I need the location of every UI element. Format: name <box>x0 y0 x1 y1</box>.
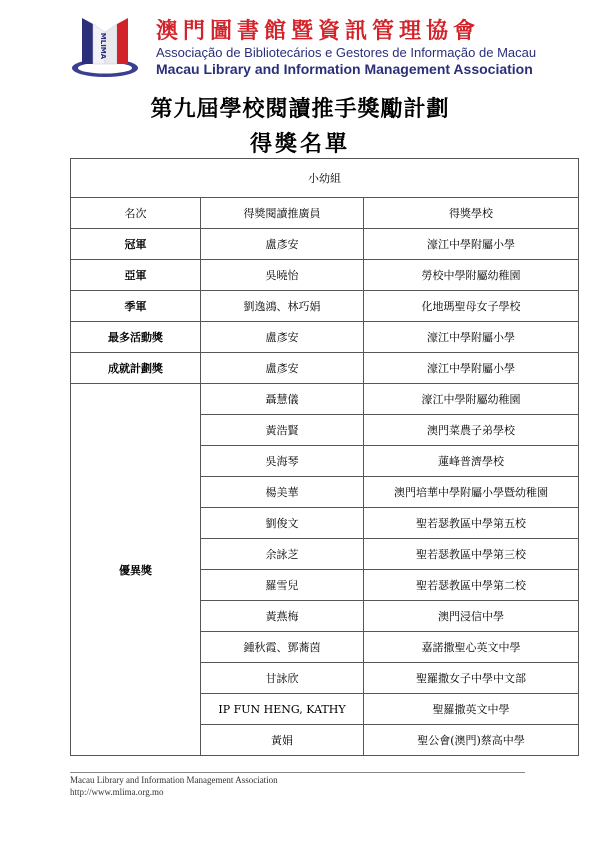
org-name-portuguese: Associação de Bibliotecários e Gestores de Informação de Macau <box>156 45 537 60</box>
header-row <box>71 198 579 229</box>
header-rank: 名次 <box>71 198 201 229</box>
letterhead <box>60 12 560 82</box>
award-name: 季軍 <box>71 291 201 322</box>
school-name: 嘉諾撒聖心英文中學 <box>364 632 579 663</box>
winner-name: 余詠芝 <box>201 539 364 570</box>
table-row <box>71 260 579 291</box>
winner-name: 黃娟 <box>201 725 364 756</box>
school-name: 蓮峰普濟學校 <box>364 446 579 477</box>
winner-name: IP FUN HENG, KATHY <box>201 694 364 725</box>
award-name: 最多活動獎 <box>71 322 201 353</box>
award-name: 成就計劃獎 <box>71 353 201 384</box>
header-school: 得獎學校 <box>364 198 579 229</box>
school-name: 勞校中學附屬幼稚園 <box>364 260 579 291</box>
award-name: 冠軍 <box>71 229 201 260</box>
group-label: 小幼組 <box>71 159 579 198</box>
footer-org: Macau Library and Information Management Association <box>70 775 278 785</box>
table-row <box>71 353 579 384</box>
winner-name: 吳曉怡 <box>201 260 364 291</box>
school-name: 化地瑪聖母女子學校 <box>364 291 579 322</box>
winner-name: 盧彥安 <box>201 353 364 384</box>
award-table <box>70 158 579 756</box>
header-person: 得獎閱讀推廣員 <box>201 198 364 229</box>
mlima-logo-icon <box>70 14 140 80</box>
school-name: 澳門培華中學附屬小學暨幼稚園 <box>364 477 579 508</box>
document-title: 第九屆學校閱讀推手獎勵計劃 <box>150 96 450 122</box>
school-name: 聖公會(澳門)蔡高中學 <box>364 725 579 756</box>
svg-text:MLIMA: MLIMA <box>99 32 107 60</box>
winner-name: 盧彥安 <box>201 229 364 260</box>
winner-name: 吳海琴 <box>201 446 364 477</box>
org-name-chinese: 澳門圖書館暨資訊管理協會 <box>156 19 481 44</box>
table-row <box>71 322 579 353</box>
winner-name: 楊美華 <box>201 477 364 508</box>
org-name-english: Macau Library and Information Management Association <box>156 61 533 77</box>
school-name: 聖若瑟教區中學第五校 <box>364 508 579 539</box>
school-name: 濠江中學附屬小學 <box>364 322 579 353</box>
winner-name: 劉逸鴻、林巧娟 <box>201 291 364 322</box>
school-name: 聖若瑟教區中學第三校 <box>364 539 579 570</box>
winner-name: 劉俊文 <box>201 508 364 539</box>
award-name: 亞軍 <box>71 260 201 291</box>
footer-divider <box>70 772 525 773</box>
winner-name: 聶慧儀 <box>201 384 364 415</box>
winner-name: 甘詠欣 <box>201 663 364 694</box>
school-name: 聖羅撒英文中學 <box>364 694 579 725</box>
winner-name: 黃燕梅 <box>201 601 364 632</box>
school-name: 澳門浸信中學 <box>364 601 579 632</box>
award-name-merit: 優異獎 <box>71 384 201 756</box>
school-name: 聖羅撒女子中學中文部 <box>364 663 579 694</box>
group-row <box>71 159 579 198</box>
table-row <box>71 229 579 260</box>
table-row <box>71 384 579 415</box>
table-row <box>71 291 579 322</box>
school-name: 濠江中學附屬小學 <box>364 353 579 384</box>
school-name: 濠江中學附屬小學 <box>364 229 579 260</box>
school-name: 濠江中學附屬幼稚園 <box>364 384 579 415</box>
winner-name: 黃浩賢 <box>201 415 364 446</box>
winner-name: 盧彥安 <box>201 322 364 353</box>
footer-url: http://www.mlima.org.mo <box>70 787 164 797</box>
winner-name: 鍾秋霞、鄧蕎茵 <box>201 632 364 663</box>
winner-name: 羅雪兒 <box>201 570 364 601</box>
school-name: 澳門菜農子弟學校 <box>364 415 579 446</box>
document-subtitle: 得獎名單 <box>249 131 350 157</box>
school-name: 聖若瑟教區中學第二校 <box>364 570 579 601</box>
